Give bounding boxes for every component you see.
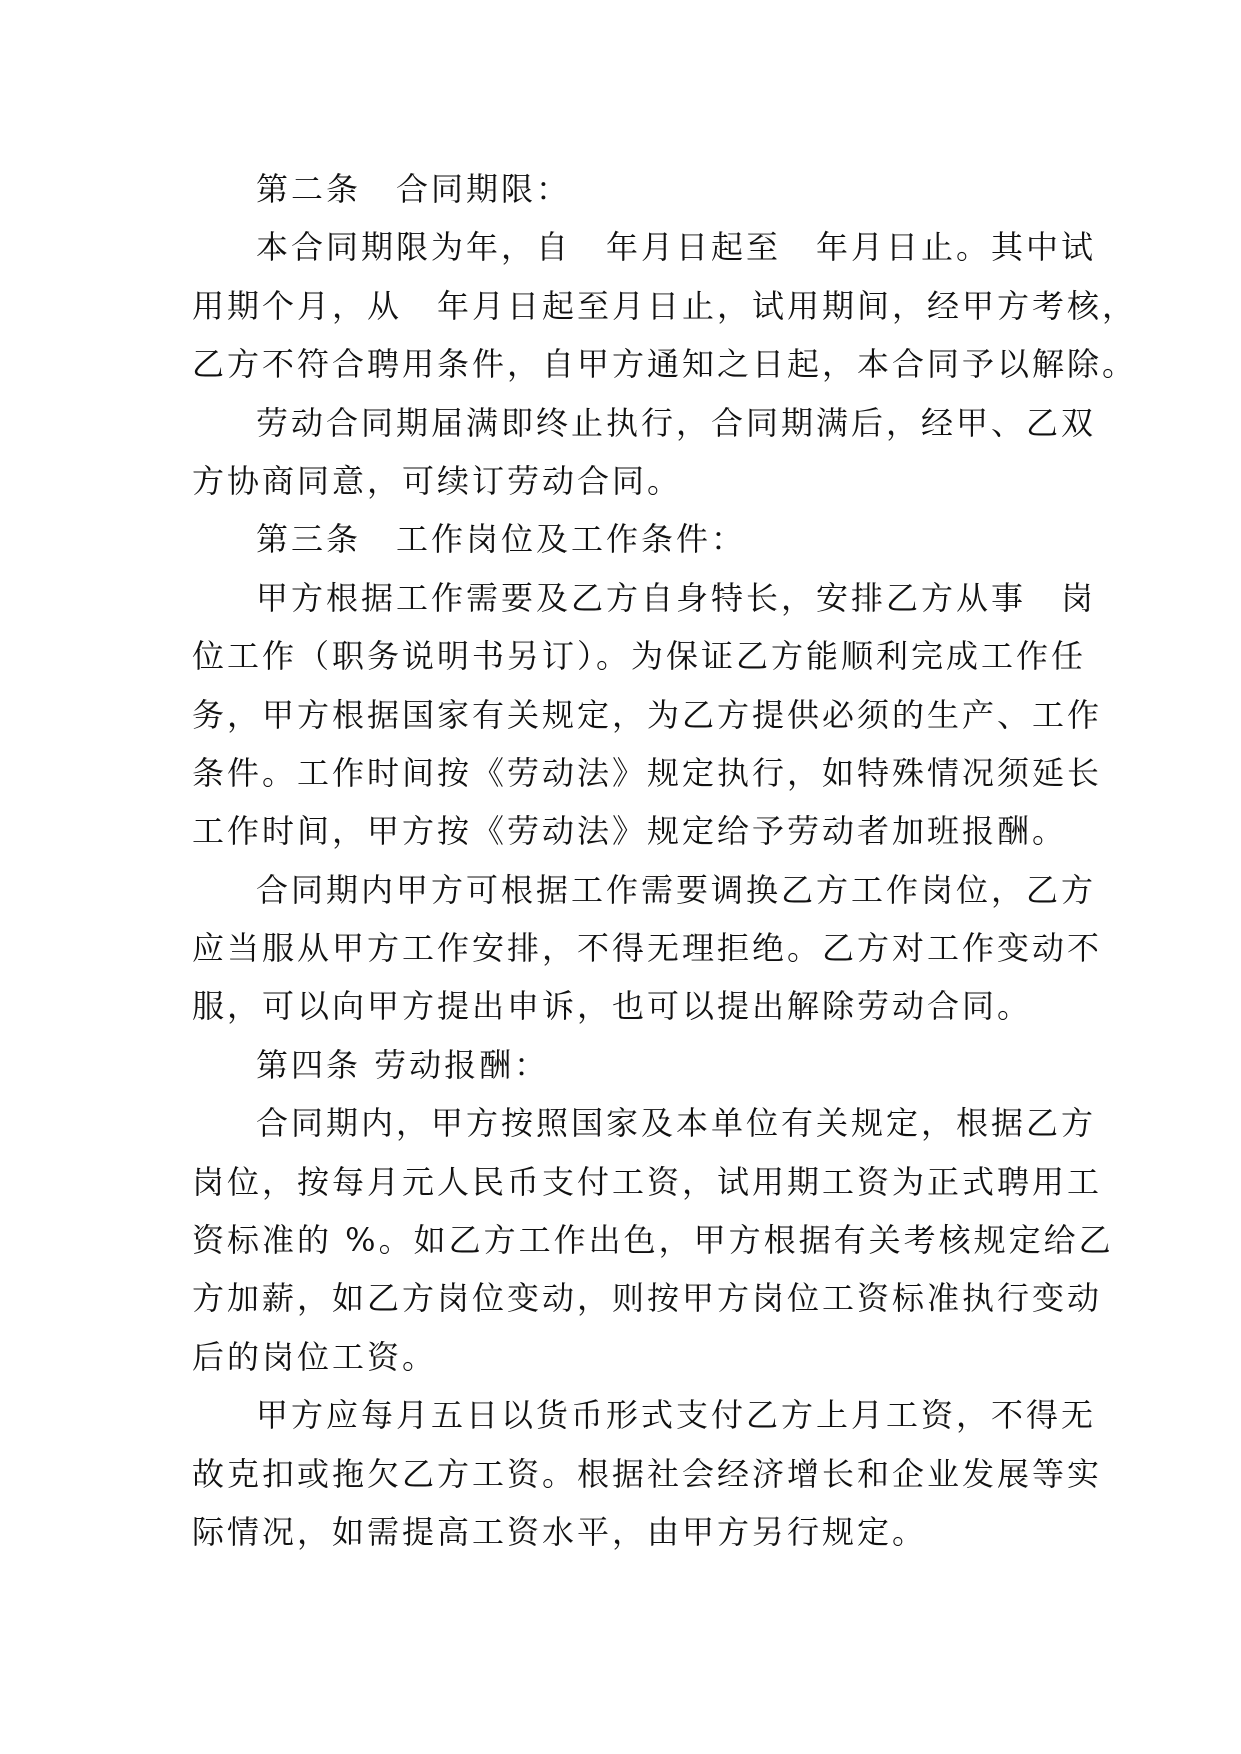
paragraph-line: 工作时间，甲方按《劳动法》规定给予劳动者加班报酬。 [192, 812, 1068, 851]
article-4-heading: 第四条 劳动报酬： [256, 1045, 550, 1084]
article-2-heading: 第二条 合同期限： [256, 170, 572, 208]
paragraph-line: 甲方应每月五日以货币形式支付乙方上月工资，不得无 [256, 1396, 1097, 1435]
paragraph-line: 本合同期限为年，自 年月日起至 年月日止。其中试 [256, 228, 1097, 267]
paragraph-line: 劳动合同期届满即终止执行，合同期满后，经甲、乙双 [256, 403, 1097, 442]
paragraph-line: 方协商同意，可续订劳动合同。 [192, 461, 683, 500]
paragraph-line: 应当服从甲方工作安排，不得无理拒绝。乙方对工作变动不 [192, 929, 1103, 968]
paragraph-line: 合同期内，甲方按照国家及本单位有关规定，根据乙方 [256, 1104, 1097, 1143]
paragraph-line: 岗位，按每月元人民币支付工资，试用期工资为正式聘用工 [192, 1162, 1103, 1201]
paragraph-line: 乙方不符合聘用条件，自甲方通知之日起，本合同予以解除。 [192, 345, 1138, 384]
paragraph-line: 后的岗位工资。 [192, 1337, 438, 1376]
paragraph-line: 际情况，如需提高工资水平，由甲方另行规定。 [192, 1512, 928, 1551]
paragraph-line: 资标准的 %。如乙方工作出色，甲方根据有关考核规定给乙 [192, 1221, 1114, 1260]
paragraph-line: 服，可以向甲方提出申诉，也可以提出解除劳动合同。 [192, 987, 1033, 1026]
paragraph-line: 合同期内甲方可根据工作需要调换乙方工作岗位，乙方 [256, 870, 1097, 909]
paragraph-line: 位工作（职务说明书另订）。为保证乙方能顺利完成工作任 [192, 637, 1087, 676]
paragraph-line: 方加薪，如乙方岗位变动，则按甲方岗位工资标准执行变动 [192, 1279, 1103, 1318]
paragraph-line: 用期个月，从 年月日起至月日止，试用期间，经甲方考核， [192, 286, 1138, 325]
paragraph-line: 甲方根据工作需要及乙方自身特长，安排乙方从事 岗 [256, 578, 1097, 617]
article-3-heading: 第三条 工作岗位及工作条件： [256, 520, 747, 559]
paragraph-line: 务，甲方根据国家有关规定，为乙方提供必须的生产、工作 [192, 695, 1103, 734]
paragraph-line: 条件。工作时间按《劳动法》规定执行，如特殊情况须延长 [192, 753, 1103, 792]
paragraph-line: 故克扣或拖欠乙方工资。根据社会经济增长和企业发展等实 [192, 1454, 1103, 1493]
contract-text [192, 160, 1138, 1561]
